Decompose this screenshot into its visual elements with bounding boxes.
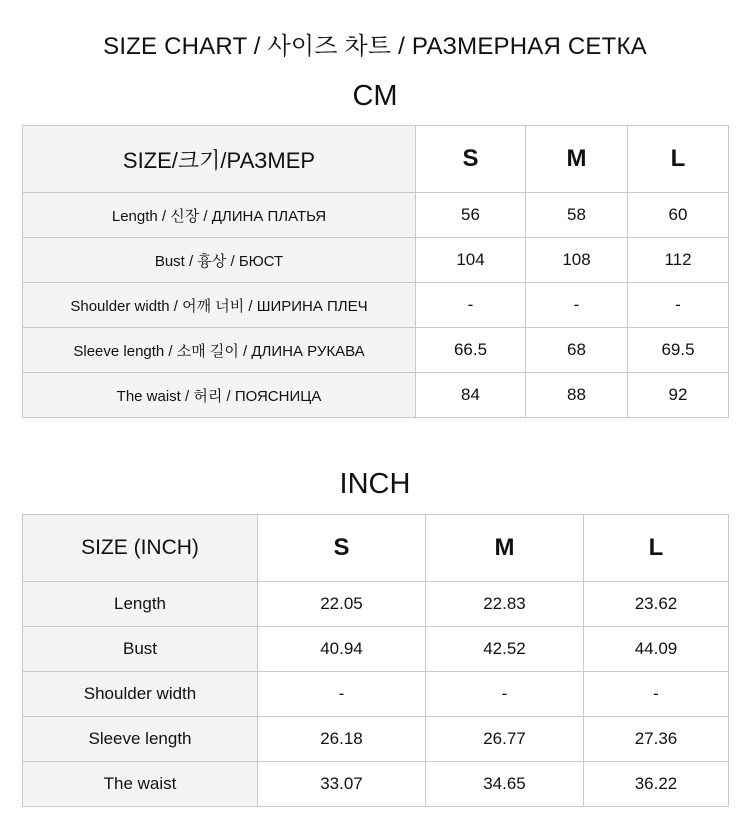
cm-value: 58 [526, 193, 628, 238]
cm-value: 66.5 [416, 328, 526, 373]
inch-header-label: SIZE (INCH) [23, 515, 258, 582]
inch-value: 26.18 [258, 717, 426, 762]
table-row [23, 328, 729, 373]
inch-row-label: Shoulder width [23, 672, 258, 717]
cm-section-label: CM [352, 80, 398, 112]
cm-value: 112 [628, 238, 729, 283]
cm-value: - [526, 283, 628, 328]
cm-header-size-l: L [628, 126, 729, 193]
cm-value: 84 [416, 373, 526, 418]
cm-header-row [23, 126, 729, 193]
cm-value: 108 [526, 238, 628, 283]
table-row [23, 717, 729, 762]
inch-value: 44.09 [584, 627, 729, 672]
inch-value: 27.36 [584, 717, 729, 762]
inch-value: - [258, 672, 426, 717]
inch-row-label: Sleeve length [23, 717, 258, 762]
inch-value: 40.94 [258, 627, 426, 672]
cm-value: - [628, 283, 729, 328]
inch-value: - [584, 672, 729, 717]
inch-value: 22.83 [426, 582, 584, 627]
inch-header-size-l: L [584, 515, 729, 582]
cm-value: 92 [628, 373, 729, 418]
cm-row-label: Length / 신장 / ДЛИНА ПЛАТЬЯ [23, 193, 416, 238]
inch-row-label: Bust [23, 627, 258, 672]
cm-value: - [416, 283, 526, 328]
cm-value: 68 [526, 328, 628, 373]
inch-row-label: The waist [23, 762, 258, 807]
table-row [23, 238, 729, 283]
inch-value: 42.52 [426, 627, 584, 672]
inch-header-row [23, 515, 729, 582]
table-row [23, 373, 729, 418]
table-row [23, 627, 729, 672]
inch-row-label: Length [23, 582, 258, 627]
table-row [23, 582, 729, 627]
inch-value: 33.07 [258, 762, 426, 807]
inch-value: 36.22 [584, 762, 729, 807]
table-row [23, 193, 729, 238]
cm-value: 69.5 [628, 328, 729, 373]
inch-value: 26.77 [426, 717, 584, 762]
cm-value: 104 [416, 238, 526, 283]
cm-header-size-s: S [416, 126, 526, 193]
table-row [23, 762, 729, 807]
table-row [23, 672, 729, 717]
inch-value: 34.65 [426, 762, 584, 807]
cm-value: 60 [628, 193, 729, 238]
page-title: SIZE CHART / 사이즈 차트 / РАЗМЕРНАЯ СЕТКА [103, 33, 647, 60]
cm-header-size-m: M [526, 126, 628, 193]
inch-value: 22.05 [258, 582, 426, 627]
inch-value: 23.62 [584, 582, 729, 627]
cm-row-label: Bust / 흉상 / БЮСТ [23, 238, 416, 283]
inch-size-table [22, 514, 729, 807]
cm-row-label: The waist / 허리 / ПОЯСНИЦА [23, 373, 416, 418]
inch-section-label: INCH [339, 468, 411, 500]
cm-row-label: Shoulder width / 어깨 너비 / ШИРИНА ПЛЕЧ [23, 283, 416, 328]
cm-value: 88 [526, 373, 628, 418]
cm-header-label: SIZE/크기/РАЗМЕР [23, 126, 416, 193]
cm-size-table [22, 125, 729, 418]
cm-row-label: Sleeve length / 소매 길이 / ДЛИНА РУКАВА [23, 328, 416, 373]
cm-value: 56 [416, 193, 526, 238]
inch-header-size-s: S [258, 515, 426, 582]
table-row [23, 283, 729, 328]
inch-value: - [426, 672, 584, 717]
inch-header-size-m: M [426, 515, 584, 582]
